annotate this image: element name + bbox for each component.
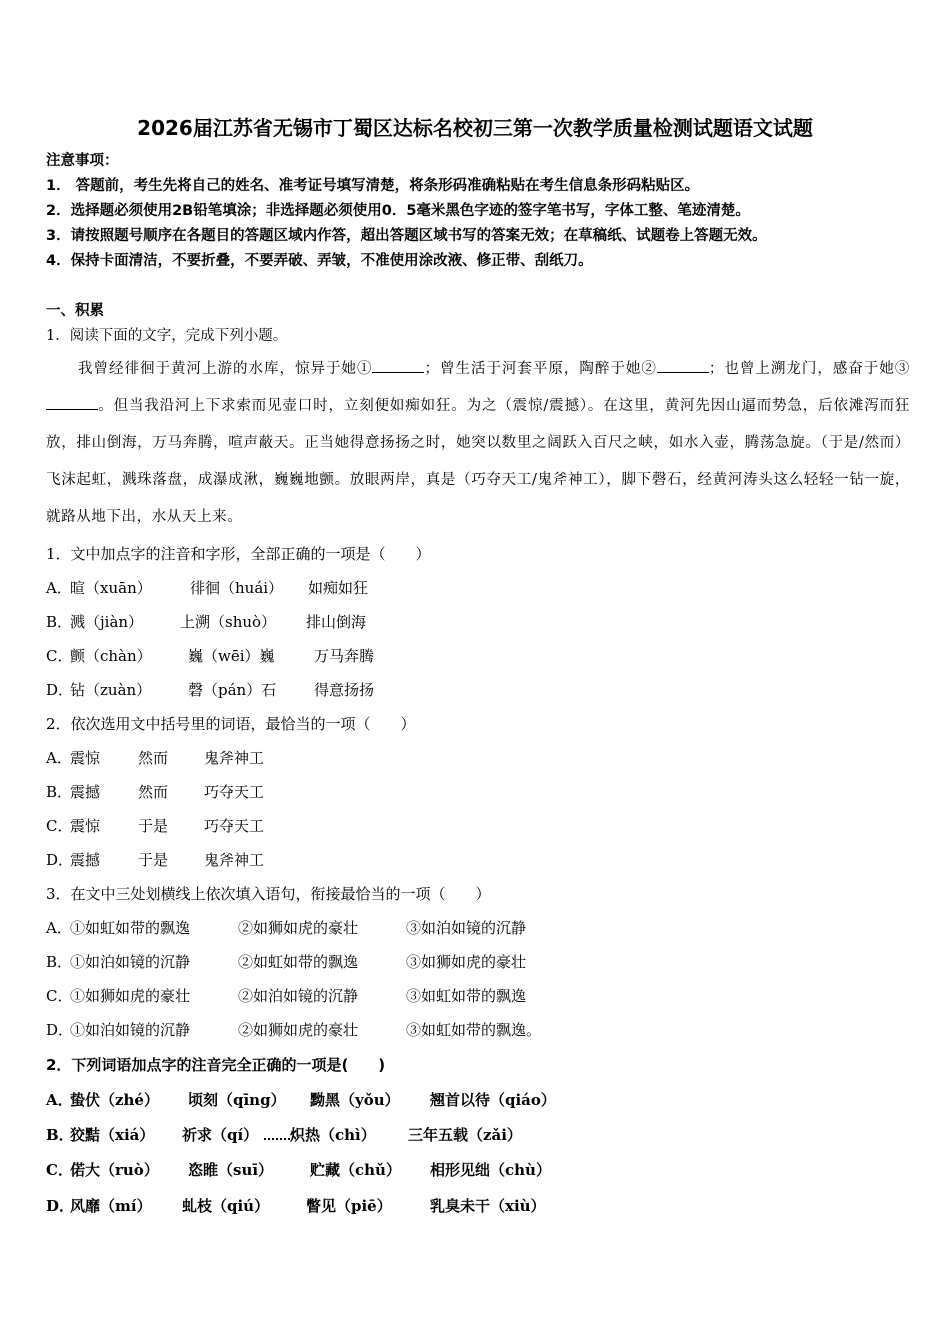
option-row	[46, 816, 264, 836]
reading-passage	[46, 351, 910, 536]
option-c: 鬼斧神工	[204, 851, 265, 869]
option-a: 震撼	[70, 783, 101, 801]
option-row	[46, 1020, 541, 1040]
question-stem: 2．依次选用文中括号里的词语，最恰当的一项（ ）	[46, 715, 416, 733]
option-a: 狡黠（xiá）	[70, 1126, 155, 1144]
option-c: 鬼斧神工	[204, 749, 265, 767]
fill-blank-2	[657, 358, 709, 373]
option-c: ③如狮如虎的豪壮	[406, 953, 527, 971]
passage-text: 。但当我沿河上下求索而见壶口时，立刻便如痴如狂。为之（震惊/震撼）。在这里，黄河先因山逼而势急，后依滩泻而狂放，排山倒海，万马奔腾，喧声蔽天。正当她得意扬扬之时，她突以数里之阔跃入百尺之峡，如水入壶，腾荡急旋。（于是/然而）飞沫起虹，溅珠落盘，成瀑成湫，巍巍地颤。放眼两岸，真是（巧夺天工/鬼斧神工），脚下磬石，经黄河涛头这么轻轻一钻一旋，就路从地下出，水从天上来。	[46, 398, 910, 525]
option-d: 相形见绌（chù）	[430, 1161, 551, 1179]
option-a: ①如泊如镜的沉静	[70, 953, 191, 971]
option-label: C．	[46, 647, 73, 665]
option-row	[46, 986, 526, 1006]
section-heading: 一、积累	[46, 303, 104, 319]
option-b: 于是	[138, 817, 169, 835]
option-c: 巧夺天工	[204, 817, 265, 835]
option-a: ①如泊如镜的沉静	[70, 1021, 191, 1039]
option-a: 震撼	[70, 851, 101, 869]
option-c: ③如泊如镜的沉静	[406, 919, 527, 937]
option-d: 翘首以待（qiáo）	[430, 1091, 556, 1109]
option-b: 于是	[138, 851, 169, 869]
notice-item: 4．保持卡面清洁，不要折叠，不要弄破、弄皱，不准使用涂改液、修正带、刮纸刀。	[46, 253, 593, 269]
option-label: C．	[46, 817, 73, 835]
option-b: 上溯（shuò）	[180, 613, 277, 631]
option-row	[46, 680, 374, 700]
question-stem: 1．文中加点字的注音和字形，全部正确的一项是（ ）	[46, 545, 431, 563]
option-c: 得意扬扬	[314, 681, 375, 699]
option-c: 如痴如狂	[308, 579, 369, 597]
option-c: 黝黑（yǒu）	[310, 1091, 400, 1109]
option-b: 徘徊（huái）	[190, 579, 284, 597]
option-b: 虬枝（qiú）	[182, 1197, 270, 1215]
option-b: ②如泊如镜的沉静	[238, 987, 359, 1005]
notice-item: 3．请按照题号顺序在各题目的答题区域内作答，超出答题区域书写的答案无效；在草稿纸、试题卷上答题无效。	[46, 228, 767, 244]
option-d: 乳臭未干（xiù）	[430, 1197, 546, 1215]
passage-text: ；曾生活于河套平原，陶醉于她②	[424, 361, 657, 377]
notice-heading: 注意事项：	[46, 153, 119, 169]
option-row	[46, 918, 526, 938]
option-label: A．	[46, 749, 72, 767]
passage-text: 我曾经徘徊于黄河上游的水库，惊异于她①	[78, 361, 373, 377]
option-label: B．	[46, 613, 73, 631]
option-b: ②如狮如虎的豪壮	[238, 1021, 359, 1039]
option-c: 万马奔腾	[314, 647, 375, 665]
option-row	[46, 850, 264, 870]
notice-item: 1． 答题前，考生先将自己的姓名、准考证号填写清楚，将条形码准确粘贴在考生信息条形码粘贴区。	[46, 178, 700, 194]
option-a: 蛰伏（zhé）	[70, 1091, 159, 1109]
option-b: 然而	[138, 749, 169, 767]
option-label: D．	[46, 681, 74, 699]
option-b: 巍（wēi）巍	[188, 647, 275, 665]
option-row	[46, 1125, 522, 1145]
question-intro: 1．阅读下面的文字，完成下列小题。	[46, 328, 288, 344]
option-b: 顷刻（qīng）	[188, 1091, 286, 1109]
option-label: A．	[46, 919, 72, 937]
option-row	[46, 612, 366, 632]
option-a: 偌大（ruò）	[70, 1161, 159, 1179]
option-a: 风靡（mí）	[70, 1197, 152, 1215]
option-a: 暄（xuān）	[70, 579, 152, 597]
option-label: A．	[46, 579, 72, 597]
option-a: 震惊	[70, 749, 101, 767]
option-c: 贮藏（chǔ）	[310, 1161, 401, 1179]
option-b: 恣睢（suī）	[188, 1161, 274, 1179]
option-b: ②如狮如虎的豪壮	[238, 919, 359, 937]
option-label: B．	[46, 953, 73, 971]
option-row	[46, 578, 368, 598]
option-c: ③如虹如带的飘逸	[406, 987, 527, 1005]
option-c: 瞥见（piē）	[306, 1197, 392, 1215]
fill-blank-3	[46, 395, 98, 410]
question-stem: 3．在文中三处划横线上依次填入语句，衔接最恰当的一项（ ）	[46, 885, 491, 903]
option-label: C．	[46, 987, 73, 1005]
option-row	[46, 1090, 556, 1110]
option-label: B．	[46, 1126, 74, 1144]
exam-title: 2026届江苏省无锡市丁蜀区达标名校初三第一次教学质量检测试题语文试题	[137, 116, 813, 140]
question-stem: 2．下列词语加点字的注音完全正确的一项是( )	[46, 1056, 386, 1074]
passage-text: ；也曾上溯龙门，感奋于她③	[708, 361, 910, 377]
option-row	[46, 1160, 551, 1180]
option-a: ①如狮如虎的豪壮	[70, 987, 191, 1005]
option-a: 钻（zuàn）	[70, 681, 152, 699]
option-label: C．	[46, 1161, 73, 1179]
option-b: ②如虹如带的飘逸	[238, 953, 359, 971]
option-c: 炽热（chì）	[290, 1126, 376, 1144]
option-d: 三年五载（zǎi）	[408, 1126, 522, 1144]
option-row	[46, 748, 264, 768]
notice-item: 2．选择题必须使用2B铅笔填涂；非选择题必须使用0．5毫米黑色字迹的签字笔书写，字体工整、笔迹清楚。	[46, 203, 750, 219]
option-a: 颤（chàn）	[70, 647, 152, 665]
fill-blank-1	[372, 358, 424, 373]
option-c: 排山倒海	[306, 613, 367, 631]
option-row	[46, 782, 264, 802]
option-label: A．	[46, 1091, 73, 1109]
option-b: 然而	[138, 783, 169, 801]
option-c: 巧夺天工	[204, 783, 265, 801]
option-b: 磬（pán）石	[188, 681, 277, 699]
option-a: 溅（jiàn）	[70, 613, 144, 631]
option-label: D．	[46, 851, 74, 869]
option-a: 震惊	[70, 817, 101, 835]
option-row	[46, 646, 374, 666]
option-row	[46, 1196, 546, 1216]
option-b: 祈求（qí）	[182, 1126, 259, 1144]
option-row	[46, 952, 526, 972]
option-label: D．	[46, 1197, 75, 1215]
option-c: ③如虹如带的飘逸。	[406, 1021, 542, 1039]
option-label: B．	[46, 783, 73, 801]
option-label: D．	[46, 1021, 74, 1039]
option-a: ①如虹如带的飘逸	[70, 919, 191, 937]
emphasis-dots	[264, 1138, 290, 1140]
